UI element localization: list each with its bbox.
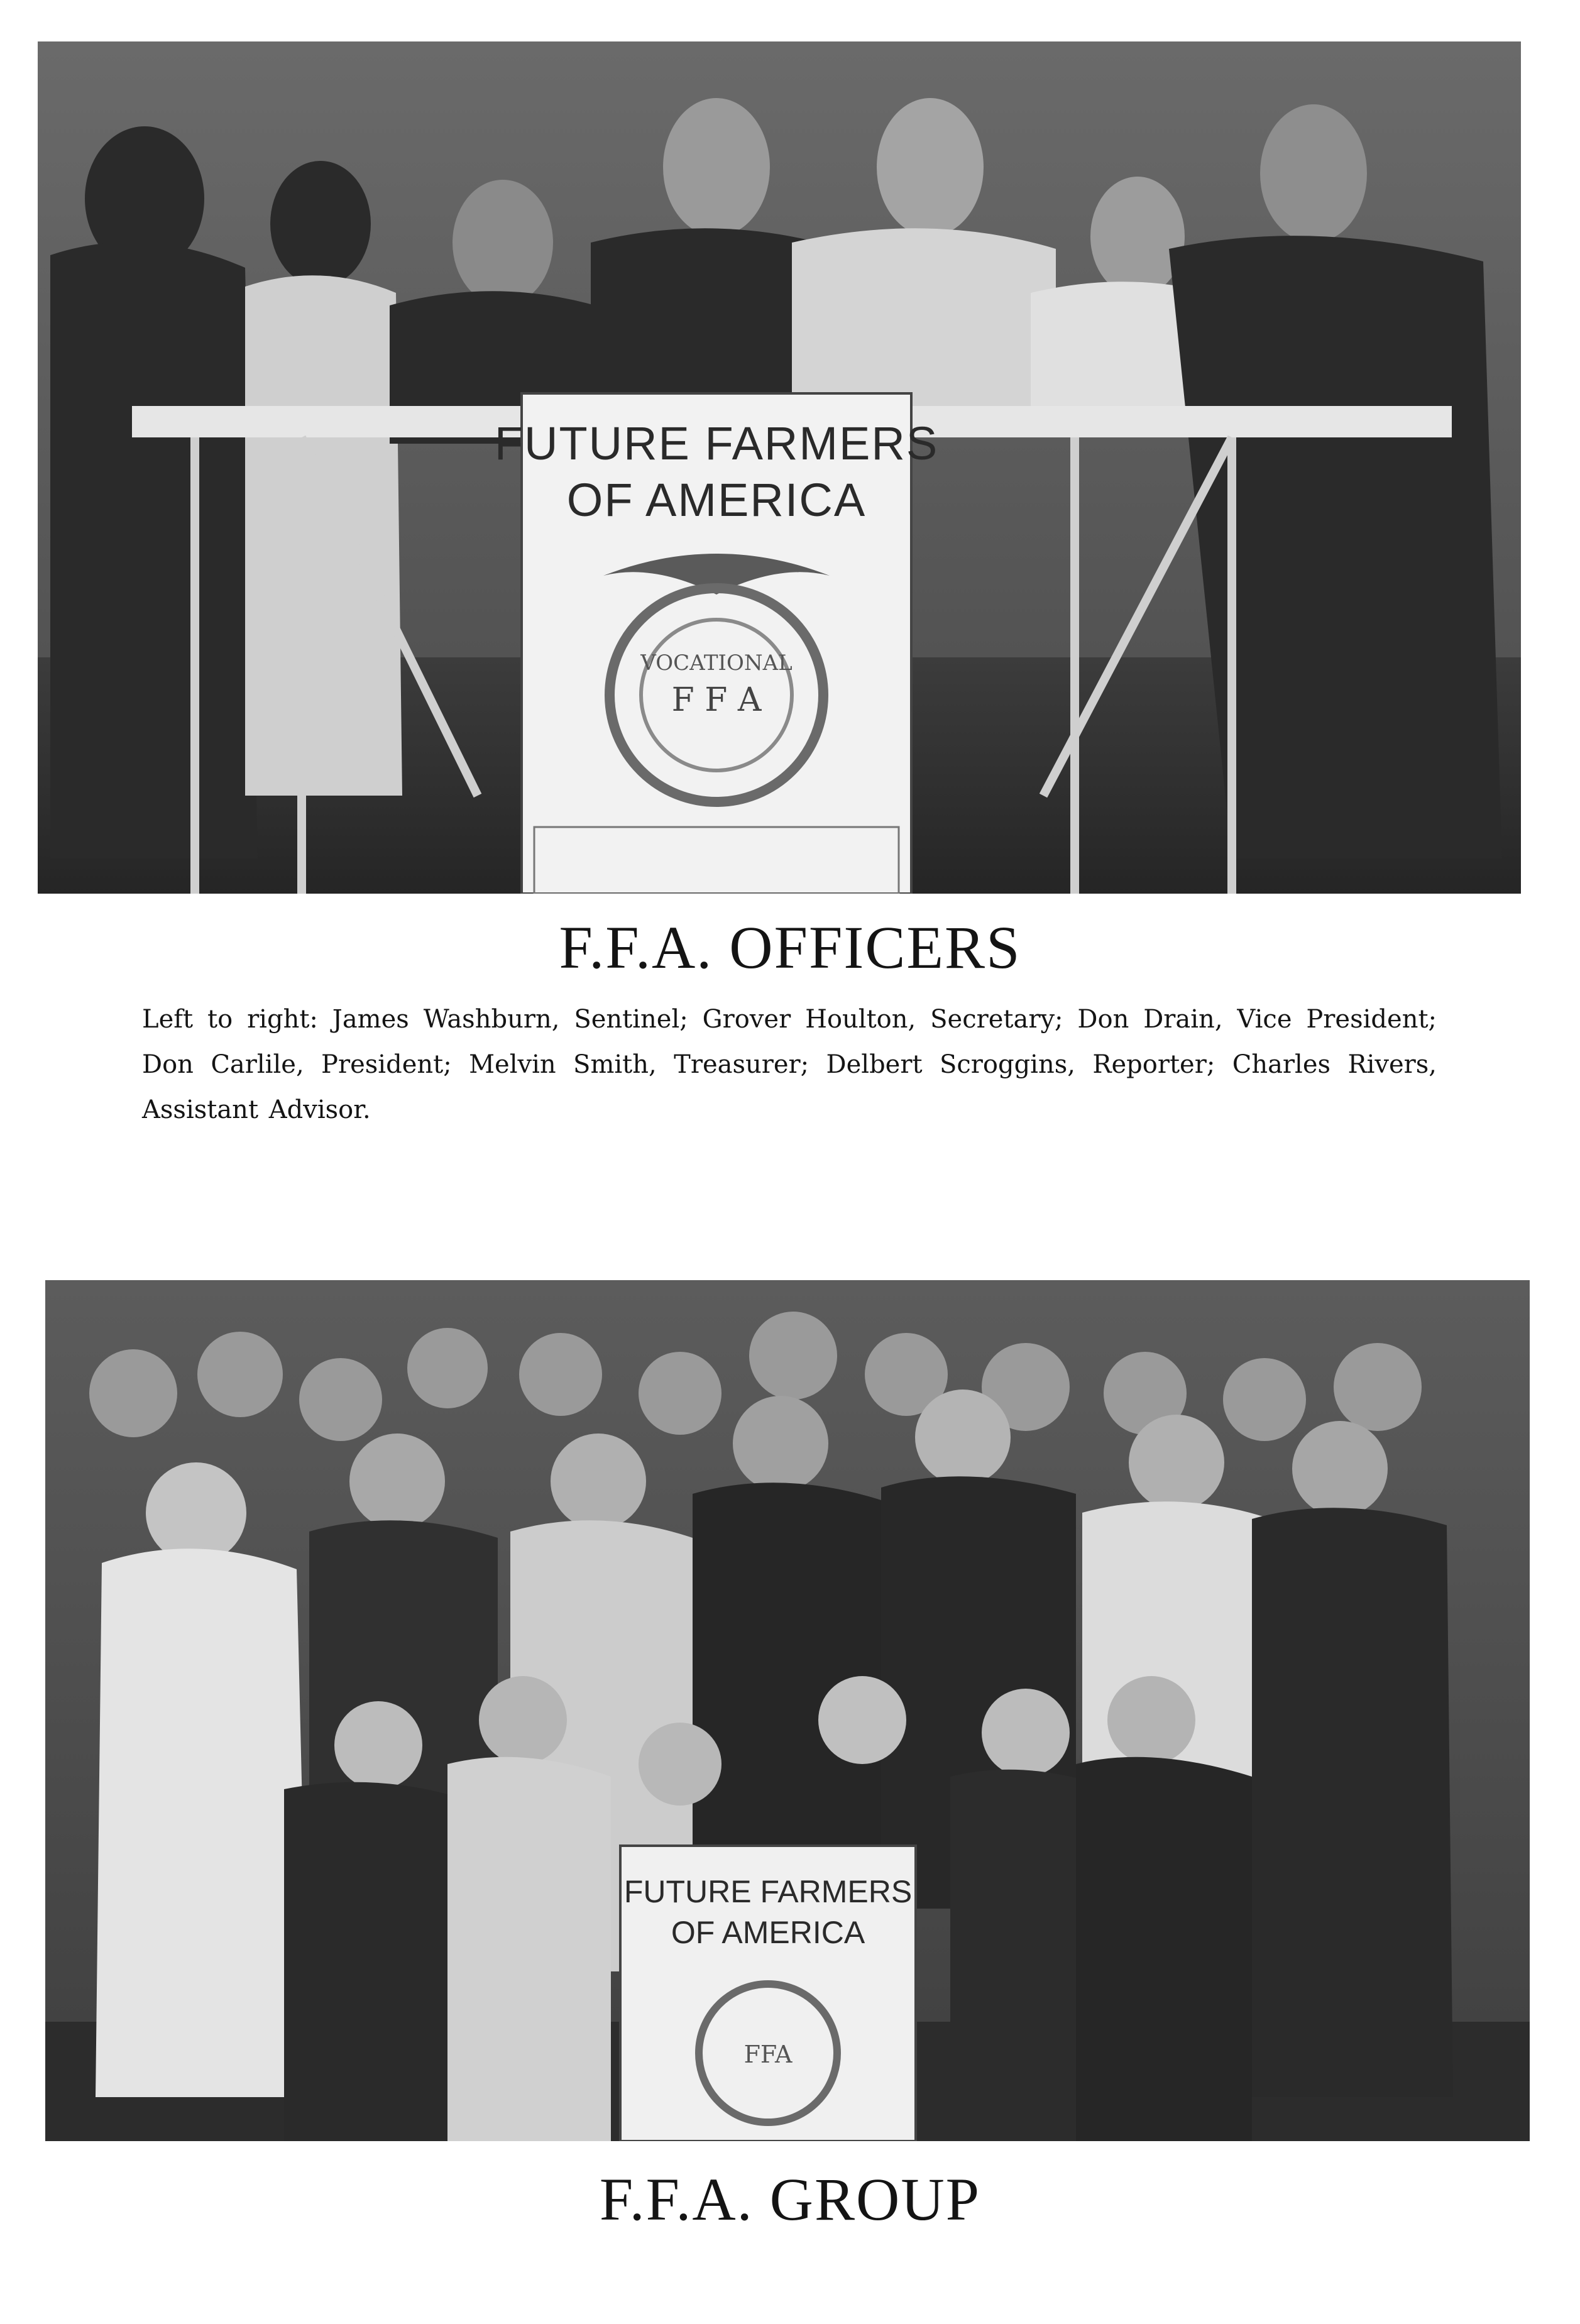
group-heading: F.F.A. GROUP <box>599 2166 981 2233</box>
officers-emblem-text: F F A <box>671 681 762 719</box>
officers-photo <box>38 41 1521 894</box>
officers-banner-line1: FUTURE FARMERS <box>494 417 939 469</box>
officers-banner-line2: OF AMERICA <box>566 474 867 526</box>
group-banner-line2: OF AMERICA <box>671 1915 865 1950</box>
officers-heading: F.F.A. OFFICERS <box>559 914 1021 981</box>
group-banner-line1: FUTURE FARMERS <box>623 1874 913 1909</box>
officers-emblem-ring: VOCATIONAL <box>640 650 793 676</box>
group-photo-drawing <box>45 1280 1530 2141</box>
group-photo <box>45 1280 1530 2141</box>
officers-photo-drawing <box>38 41 1521 894</box>
officers-names-caption: Left to right: James Washburn, Sentinel; Grover Houlton, Secretary; Don Drain, Vice President; Don Carlile, President; Melvin Smith, Treasurer; Delbert Scroggins, Reporter; Charles Rivers, Assistant Advisor. <box>142 1005 1437 1124</box>
group-emblem-text: FFA <box>743 2041 793 2068</box>
